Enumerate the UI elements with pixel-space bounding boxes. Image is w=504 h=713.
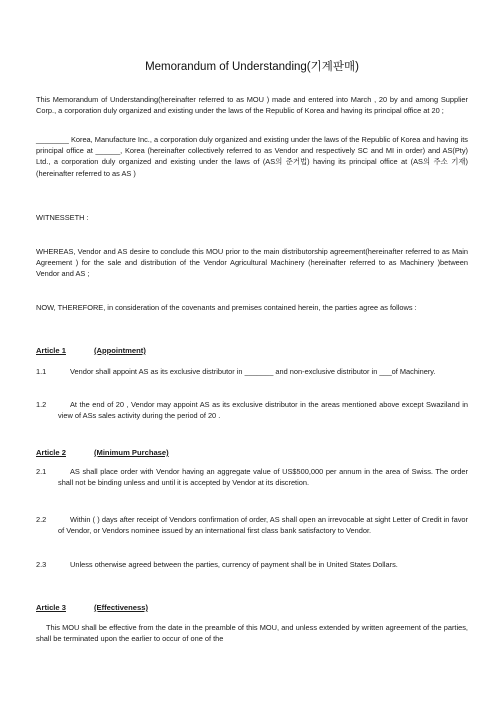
article-title: (Appointment) — [93, 346, 146, 355]
clause-number: 1.2 — [36, 400, 47, 409]
whereas-paragraph: WHEREAS, Vendor and AS desire to conclude this MOU prior to the main distributorship agreement(hereinafter referred to as Main Agreement ) for the sale and distribution of the Vendor Agricultural Machinery (hereinafter referred to as Machinery )between Vendor and AS ; — [36, 247, 468, 279]
clause-text: AS shall place order with Vendor having an aggregate value of US$500,000 per annum in the area of Swiss. The order shall not be binding unless and until it is accepted by Vendor at its discretion. — [58, 467, 468, 488]
article-title: (Minimum Purchase) — [93, 448, 169, 457]
article-3-body: This MOU shall be effective from the date in the preamble of this MOU, and unless extended by written agreement of the parties, shall be terminated upon the earlier to occur of one of the — [36, 623, 468, 644]
clause-text: At the end of 20 , Vendor may appoint AS as its exclusive distributor in the areas mentioned above except Swaziland in view of ASs sales activity during the period of 20 . — [58, 400, 468, 421]
article-2-heading — [36, 447, 169, 458]
article-number: Article 1 — [36, 346, 66, 355]
clause-number: 2.2 — [36, 515, 47, 524]
clause-text: Vendor shall appoint AS as its exclusive distributor in _______ and non-exclusive distributor in ___of Machinery. — [70, 367, 436, 376]
clause-text: Within ( ) days after receipt of Vendors confirmation of order, AS shall open an irrevocable at sight Letter of Credit in favor of Vendor, or Vendors nominee issued by an international first class bank satisfactory to Vendor. — [58, 515, 468, 536]
article-title: (Effectiveness) — [93, 603, 148, 612]
clause-number: 2.3 — [36, 560, 47, 569]
article-number: Article 2 — [36, 448, 66, 457]
intro-paragraph-1: This Memorandum of Understanding(hereinafter referred to as MOU ) made and entered into March , 20 by and among Supplier Corp., a corporation duly organized and existing under the laws of the Republic of Korea and having its principal office at 20 ; — [36, 95, 468, 116]
now-therefore-paragraph: NOW, THEREFORE, in consideration of the covenants and premises contained herein, the parties agree as follows : — [36, 303, 417, 312]
witnesseth-heading: WITNESSETH : — [36, 213, 89, 222]
article-number: Article 3 — [36, 603, 66, 612]
document-title: Memorandum of Understanding(기계판매) — [145, 61, 359, 73]
clause-number: 2.1 — [36, 467, 47, 476]
article-1-heading — [36, 345, 146, 356]
clause-number: 1.1 — [36, 367, 47, 376]
clause-text: Unless otherwise agreed between the parties, currency of payment shall be in United States Dollars. — [70, 560, 398, 569]
intro-paragraph-2: ________ Korea, Manufacture Inc., a corporation duly organized and existing under the laws of the Republic of Korea and having its principal office at ______, Korea (hereinafter collectively referred to as Vendor and respectively SC and MI in order) and AS(Pty) Ltd., a corporation duly organized and existing under the laws of (AS의 준거법) having its principal office at (AS의 주소 기재) (hereinafter referred to as AS ) — [36, 135, 468, 178]
article-3-heading — [36, 602, 148, 613]
